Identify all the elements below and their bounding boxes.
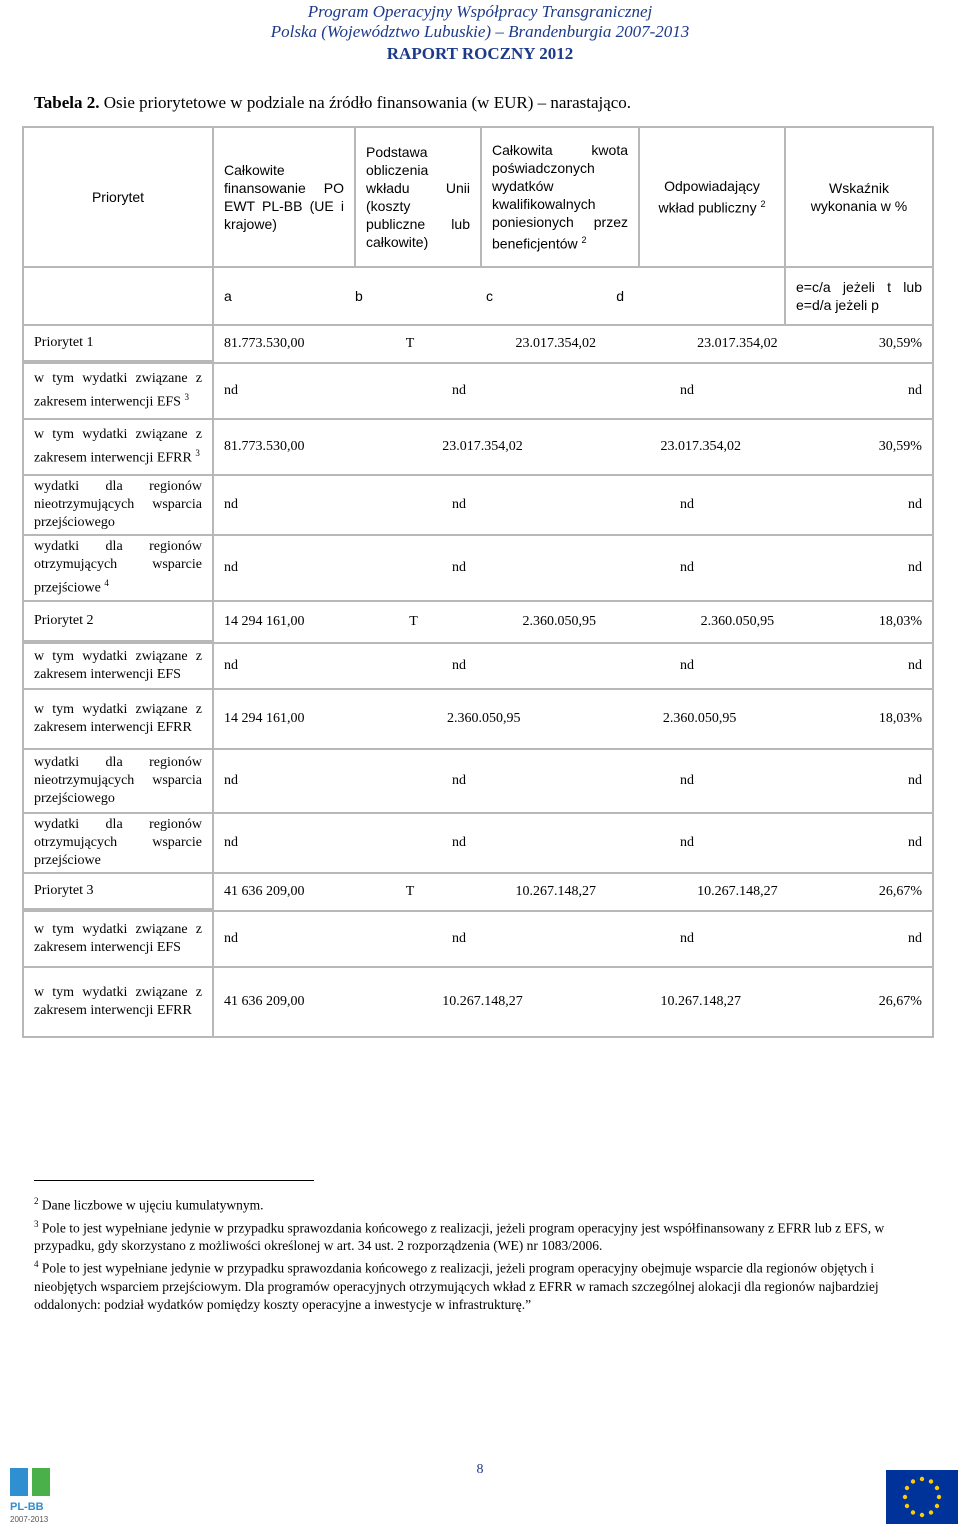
- priority-axes-table: [22, 126, 934, 1038]
- table-row: w tym wydatki związane z zakresem interwencji EFRR $^3$ 81.773.530,00 23.017.354,02 23.017.354,02 30,59%: [23, 419, 933, 475]
- p1-value-e: 30,59%: [878, 336, 922, 351]
- table-row: w tym wydatki związane z zakresem interwencji EFS nd nd nd nd: [23, 643, 933, 689]
- footnotes: [34, 1180, 924, 1314]
- footnote-3: $^3$ Pole to jest wypełniane jedynie w przypadku sprawozdania końcowego z realizacji, jeżeli program operacyjny jest współfinansowany z EFRR lub z EFS, w przypadku, gdy skorzystano z możliwości określonej w art. 34 ust. 2 rozporządzenia (WE) nr 1083/2006.: [34, 1218, 885, 1253]
- footnote-2: $^2$ Dane liczbowe w ujęciu kumulatywnym.: [34, 1196, 264, 1213]
- table-row: wydatki dla regionów otrzymujących wsparcie przejściowe $^4$ nd nd nd nd: [23, 535, 933, 601]
- header-public-contribution: Odpowiadający wkład publiczny $^2$: [639, 127, 785, 267]
- footnote-4: $^4$ Pole to jest wypełniane jedynie w przypadku sprawozdania końcowego z realizacji, jeżeli program operacyjny obejmuje wsparcie dla regionów objętych i nieobjętych wsparciem przejściowym. Dla programów operacyjnych otrzymujących wkład z EFRR w ramach szczególnej alokacji dla regionów najbardziej oddalonych: podział wydatków pomiędzy koszty operacyjne a inwestycje w infrastrukturę.”: [34, 1259, 879, 1312]
- row-label-priorytet-1: Priorytet 1: [23, 325, 213, 361]
- svg-text:2007-2013: 2007-2013: [10, 1515, 49, 1524]
- header-execution-rate: Wskaźnik wykonania w %: [785, 127, 933, 267]
- table-caption-text: Osie priorytetowe w podziale na źródło finansowania (w EUR) – narastająco.: [99, 93, 632, 112]
- header-priorytet: Priorytet: [23, 127, 213, 267]
- header-report-title: RAPORT ROCZNY 2012: [386, 44, 574, 63]
- table-caption: [34, 93, 631, 113]
- row-label-p3-efrr: w tym wydatki związane z zakresem interwencji EFRR: [23, 967, 213, 1037]
- header-basis: Podstawa obliczenia wkładu Unii (koszty publiczne lub całkowite): [355, 127, 481, 267]
- p1-value-b: T: [405, 336, 415, 351]
- table-header-row: [23, 127, 933, 267]
- row-label-p1-nieotrz: wydatki dla regionów nieotrzymujących wsparcia przejściowego: [23, 475, 213, 535]
- letter-b: b: [355, 288, 363, 304]
- letter-a: a: [224, 288, 232, 304]
- table-row: [23, 325, 933, 361]
- table-row: wydatki dla regionów nieotrzymujących wsparcia przejściowego nd nd nd nd: [23, 475, 933, 535]
- letter-e: e=c/a jeżeli t lub e=d/a jeżeli p: [785, 267, 933, 325]
- table-row: w tym wydatki związane z zakresem interwencji EFRR 41 636 209,00 10.267.148,27 10.267.148,27 26,67%: [23, 967, 933, 1037]
- header-program-subtitle: Polska (Województwo Lubuskie) – Brandenburgia 2007-2013: [270, 22, 690, 41]
- pl-bb-logo-icon: [6, 1464, 64, 1524]
- header-certified-expenditure: Całkowita kwota poświadczonych wydatków kwalifikowalnych poniesionych przez beneficjentów $^2$: [481, 127, 639, 267]
- table-row: w tym wydatki związane z zakresem interwencji EFS $^3$ nd nd nd nd: [23, 363, 933, 419]
- row-label-p2-otrz: wydatki dla regionów otrzymujących wsparcie przejściowe: [23, 813, 213, 873]
- row-label-p1-efrr: w tym wydatki związane z zakresem interwencji EFRR $^3$: [23, 419, 213, 475]
- row-label-priorytet-3: Priorytet 3: [23, 873, 213, 909]
- header-total-financing: Całkowite finansowanie PO EWT PL-BB (UE i krajowe): [213, 127, 355, 267]
- row-label-p2-nieotrz: wydatki dla regionów nieotrzymujących wsparcia przejściowego: [23, 749, 213, 813]
- table-row: w tym wydatki związane z zakresem interwencji EFRR 14 294 161,00 2.360.050,95 2.360.050,95 18,03%: [23, 689, 933, 749]
- row-label-p1-otrz: wydatki dla regionów otrzymujących wsparcie przejściowe $^4$: [23, 535, 213, 601]
- p1-value-c: 23.017.354,02: [515, 336, 596, 351]
- eu-flag-icon: [886, 1470, 958, 1524]
- row-label-p1-efs: w tym wydatki związane z zakresem interwencji EFS $^3$: [23, 363, 213, 419]
- row-label-p3-efs: w tym wydatki związane z zakresem interwencji EFS: [23, 911, 213, 967]
- table-letters-row: [23, 267, 933, 325]
- row-label-priorytet-2: Priorytet 2: [23, 601, 213, 641]
- table-row: Priorytet 3 41 636 209,00 T 10.267.148,27 10.267.148,27 26,67%: [23, 873, 933, 909]
- header-program-title: Program Operacyjny Współpracy Transgranicznej: [307, 2, 653, 21]
- svg-text:PL-BB: PL-BB: [10, 1501, 44, 1513]
- table-row: Priorytet 2 14 294 161,00 T 2.360.050,95 2.360.050,95 18,03%: [23, 601, 933, 641]
- table-row: wydatki dla regionów nieotrzymujących wsparcia przejściowego nd nd nd nd: [23, 749, 933, 813]
- table-caption-number: Tabela 2.: [34, 93, 100, 112]
- table-row: wydatki dla regionów otrzymujących wsparcie przejściowe nd nd nd nd: [23, 813, 933, 873]
- row-label-p2-efs: w tym wydatki związane z zakresem interwencji EFS: [23, 643, 213, 689]
- table-row: w tym wydatki związane z zakresem interwencji EFS nd nd nd nd: [23, 911, 933, 967]
- p1-value-d: 23.017.354,02: [697, 336, 778, 351]
- p1-value-a: 81.773.530,00: [224, 336, 305, 351]
- letter-c: c: [486, 288, 493, 304]
- page-number: 8: [476, 1462, 484, 1477]
- letter-d: d: [616, 288, 624, 304]
- row-label-p2-efrr: w tym wydatki związane z zakresem interwencji EFRR: [23, 689, 213, 749]
